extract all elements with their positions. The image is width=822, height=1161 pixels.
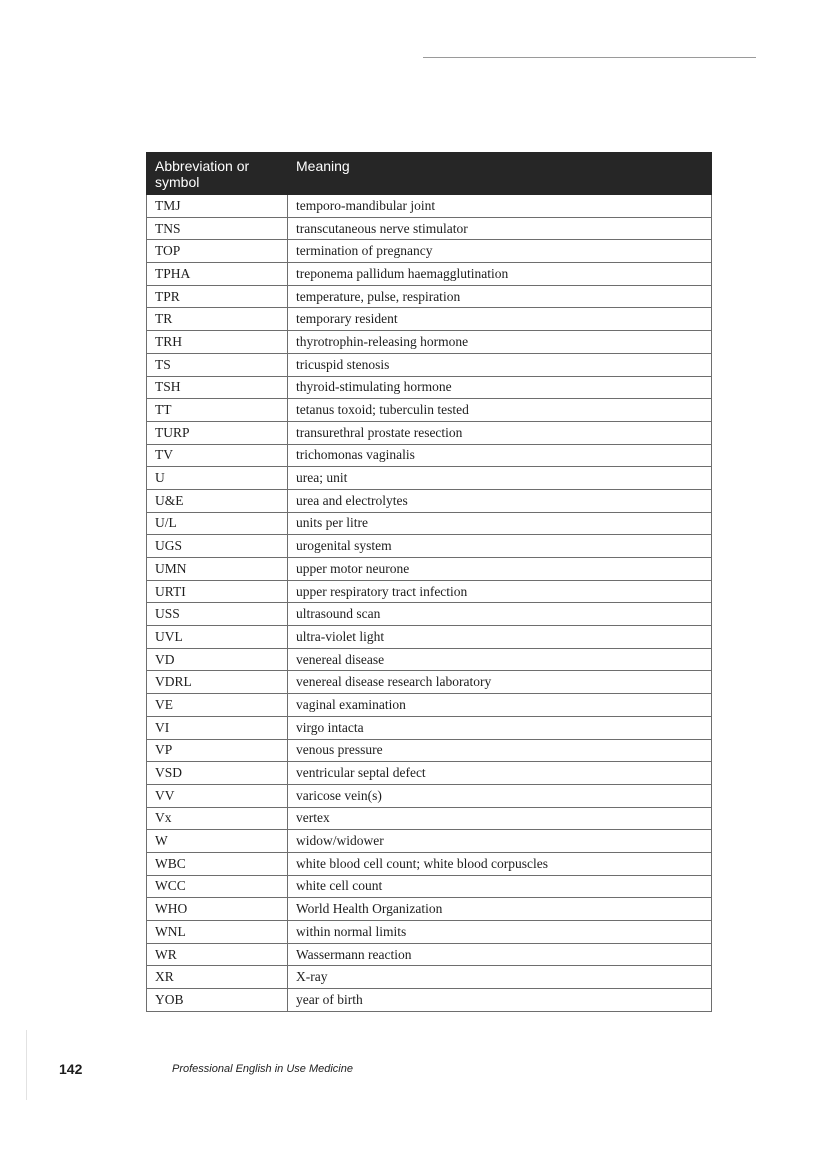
- meaning-cell: urogenital system: [288, 535, 712, 558]
- meaning-cell: widow/widower: [288, 830, 712, 853]
- abbreviation-cell: VD: [147, 648, 288, 671]
- table-row: [147, 331, 712, 354]
- meaning-cell: upper respiratory tract infection: [288, 580, 712, 603]
- abbreviation-cell: TURP: [147, 421, 288, 444]
- table-row: [147, 399, 712, 422]
- abbreviation-cell: TSH: [147, 376, 288, 399]
- abbreviation-cell: U&E: [147, 489, 288, 512]
- abbreviation-cell: U/L: [147, 512, 288, 535]
- header-abbreviation: Abbreviation or symbol: [147, 153, 288, 195]
- abbreviation-cell: VI: [147, 716, 288, 739]
- meaning-cell: ultrasound scan: [288, 603, 712, 626]
- meaning-cell: units per litre: [288, 512, 712, 535]
- abbreviation-cell: TPHA: [147, 263, 288, 286]
- meaning-cell: vaginal examination: [288, 694, 712, 717]
- meaning-cell: temperature, pulse, respiration: [288, 285, 712, 308]
- meaning-cell: white blood cell count; white blood corpuscles: [288, 852, 712, 875]
- meaning-cell: treponema pallidum haemagglutination: [288, 263, 712, 286]
- table-row: [147, 285, 712, 308]
- abbreviation-cell: U: [147, 467, 288, 490]
- table-row: [147, 966, 712, 989]
- abbreviation-cell: WNL: [147, 921, 288, 944]
- table-row: [147, 694, 712, 717]
- table-row: [147, 921, 712, 944]
- table-row: [147, 467, 712, 490]
- table-row: [147, 648, 712, 671]
- table-row: [147, 489, 712, 512]
- abbreviation-cell: TV: [147, 444, 288, 467]
- meaning-cell: thyrotrophin-releasing hormone: [288, 331, 712, 354]
- abbreviation-cell: TMJ: [147, 195, 288, 218]
- table-row: [147, 376, 712, 399]
- meaning-cell: transurethral prostate resection: [288, 421, 712, 444]
- header-meaning: Meaning: [288, 153, 712, 195]
- abbreviations-table: [146, 152, 712, 1012]
- book-title: Professional English in Use Medicine: [172, 1063, 353, 1075]
- abbreviation-cell: WR: [147, 943, 288, 966]
- meaning-cell: ultra-violet light: [288, 626, 712, 649]
- abbreviation-cell: TRH: [147, 331, 288, 354]
- table-row: [147, 444, 712, 467]
- table-row: [147, 580, 712, 603]
- table-row: [147, 535, 712, 558]
- abbreviation-cell: VV: [147, 784, 288, 807]
- meaning-cell: temporary resident: [288, 308, 712, 331]
- table-row: [147, 558, 712, 581]
- abbreviation-cell: WHO: [147, 898, 288, 921]
- abbreviation-cell: TS: [147, 353, 288, 376]
- table-row: [147, 671, 712, 694]
- abbreviation-cell: Vx: [147, 807, 288, 830]
- table-row: [147, 308, 712, 331]
- abbreviation-cell: VDRL: [147, 671, 288, 694]
- table-row: [147, 762, 712, 785]
- meaning-cell: Wassermann reaction: [288, 943, 712, 966]
- meaning-cell: venous pressure: [288, 739, 712, 762]
- abbreviation-cell: URTI: [147, 580, 288, 603]
- abbreviation-cell: W: [147, 830, 288, 853]
- meaning-cell: venereal disease: [288, 648, 712, 671]
- meaning-cell: trichomonas vaginalis: [288, 444, 712, 467]
- abbreviations-table-container: [146, 152, 711, 1012]
- abbreviation-cell: WCC: [147, 875, 288, 898]
- table-row: [147, 875, 712, 898]
- meaning-cell: vertex: [288, 807, 712, 830]
- abbreviation-cell: TPR: [147, 285, 288, 308]
- table-row: [147, 626, 712, 649]
- abbreviation-cell: VSD: [147, 762, 288, 785]
- meaning-cell: tetanus toxoid; tuberculin tested: [288, 399, 712, 422]
- meaning-cell: World Health Organization: [288, 898, 712, 921]
- table-row: [147, 421, 712, 444]
- meaning-cell: urea; unit: [288, 467, 712, 490]
- table-row: [147, 739, 712, 762]
- abbreviation-cell: XR: [147, 966, 288, 989]
- table-row: [147, 830, 712, 853]
- meaning-cell: upper motor neurone: [288, 558, 712, 581]
- meaning-cell: white cell count: [288, 875, 712, 898]
- table-row: [147, 989, 712, 1012]
- meaning-cell: urea and electrolytes: [288, 489, 712, 512]
- abbreviation-cell: TR: [147, 308, 288, 331]
- header-rule: [423, 57, 756, 58]
- table-row: [147, 784, 712, 807]
- abbreviation-cell: VE: [147, 694, 288, 717]
- meaning-cell: ventricular septal defect: [288, 762, 712, 785]
- meaning-cell: venereal disease research laboratory: [288, 671, 712, 694]
- abbreviation-cell: UGS: [147, 535, 288, 558]
- table-row: [147, 195, 712, 218]
- meaning-cell: temporo-mandibular joint: [288, 195, 712, 218]
- abbreviation-cell: USS: [147, 603, 288, 626]
- table-row: [147, 716, 712, 739]
- abbreviation-cell: UVL: [147, 626, 288, 649]
- abbreviation-cell: TNS: [147, 217, 288, 240]
- meaning-cell: varicose vein(s): [288, 784, 712, 807]
- table-row: [147, 217, 712, 240]
- page-number: 142: [59, 1061, 83, 1077]
- margin-rule: [26, 1030, 27, 1100]
- meaning-cell: tricuspid stenosis: [288, 353, 712, 376]
- meaning-cell: X-ray: [288, 966, 712, 989]
- meaning-cell: within normal limits: [288, 921, 712, 944]
- abbreviation-cell: WBC: [147, 852, 288, 875]
- table-body: [147, 195, 712, 1012]
- table-row: [147, 807, 712, 830]
- abbreviation-cell: TOP: [147, 240, 288, 263]
- meaning-cell: virgo intacta: [288, 716, 712, 739]
- table-row: [147, 603, 712, 626]
- meaning-cell: transcutaneous nerve stimulator: [288, 217, 712, 240]
- table-row: [147, 353, 712, 376]
- table-row: [147, 263, 712, 286]
- table-row: [147, 240, 712, 263]
- table-row: [147, 852, 712, 875]
- abbreviation-cell: VP: [147, 739, 288, 762]
- abbreviation-cell: YOB: [147, 989, 288, 1012]
- table-row: [147, 898, 712, 921]
- table-row: [147, 943, 712, 966]
- meaning-cell: termination of pregnancy: [288, 240, 712, 263]
- abbreviation-cell: TT: [147, 399, 288, 422]
- meaning-cell: thyroid-stimulating hormone: [288, 376, 712, 399]
- table-row: [147, 512, 712, 535]
- abbreviation-cell: UMN: [147, 558, 288, 581]
- meaning-cell: year of birth: [288, 989, 712, 1012]
- table-header-row: [147, 153, 712, 195]
